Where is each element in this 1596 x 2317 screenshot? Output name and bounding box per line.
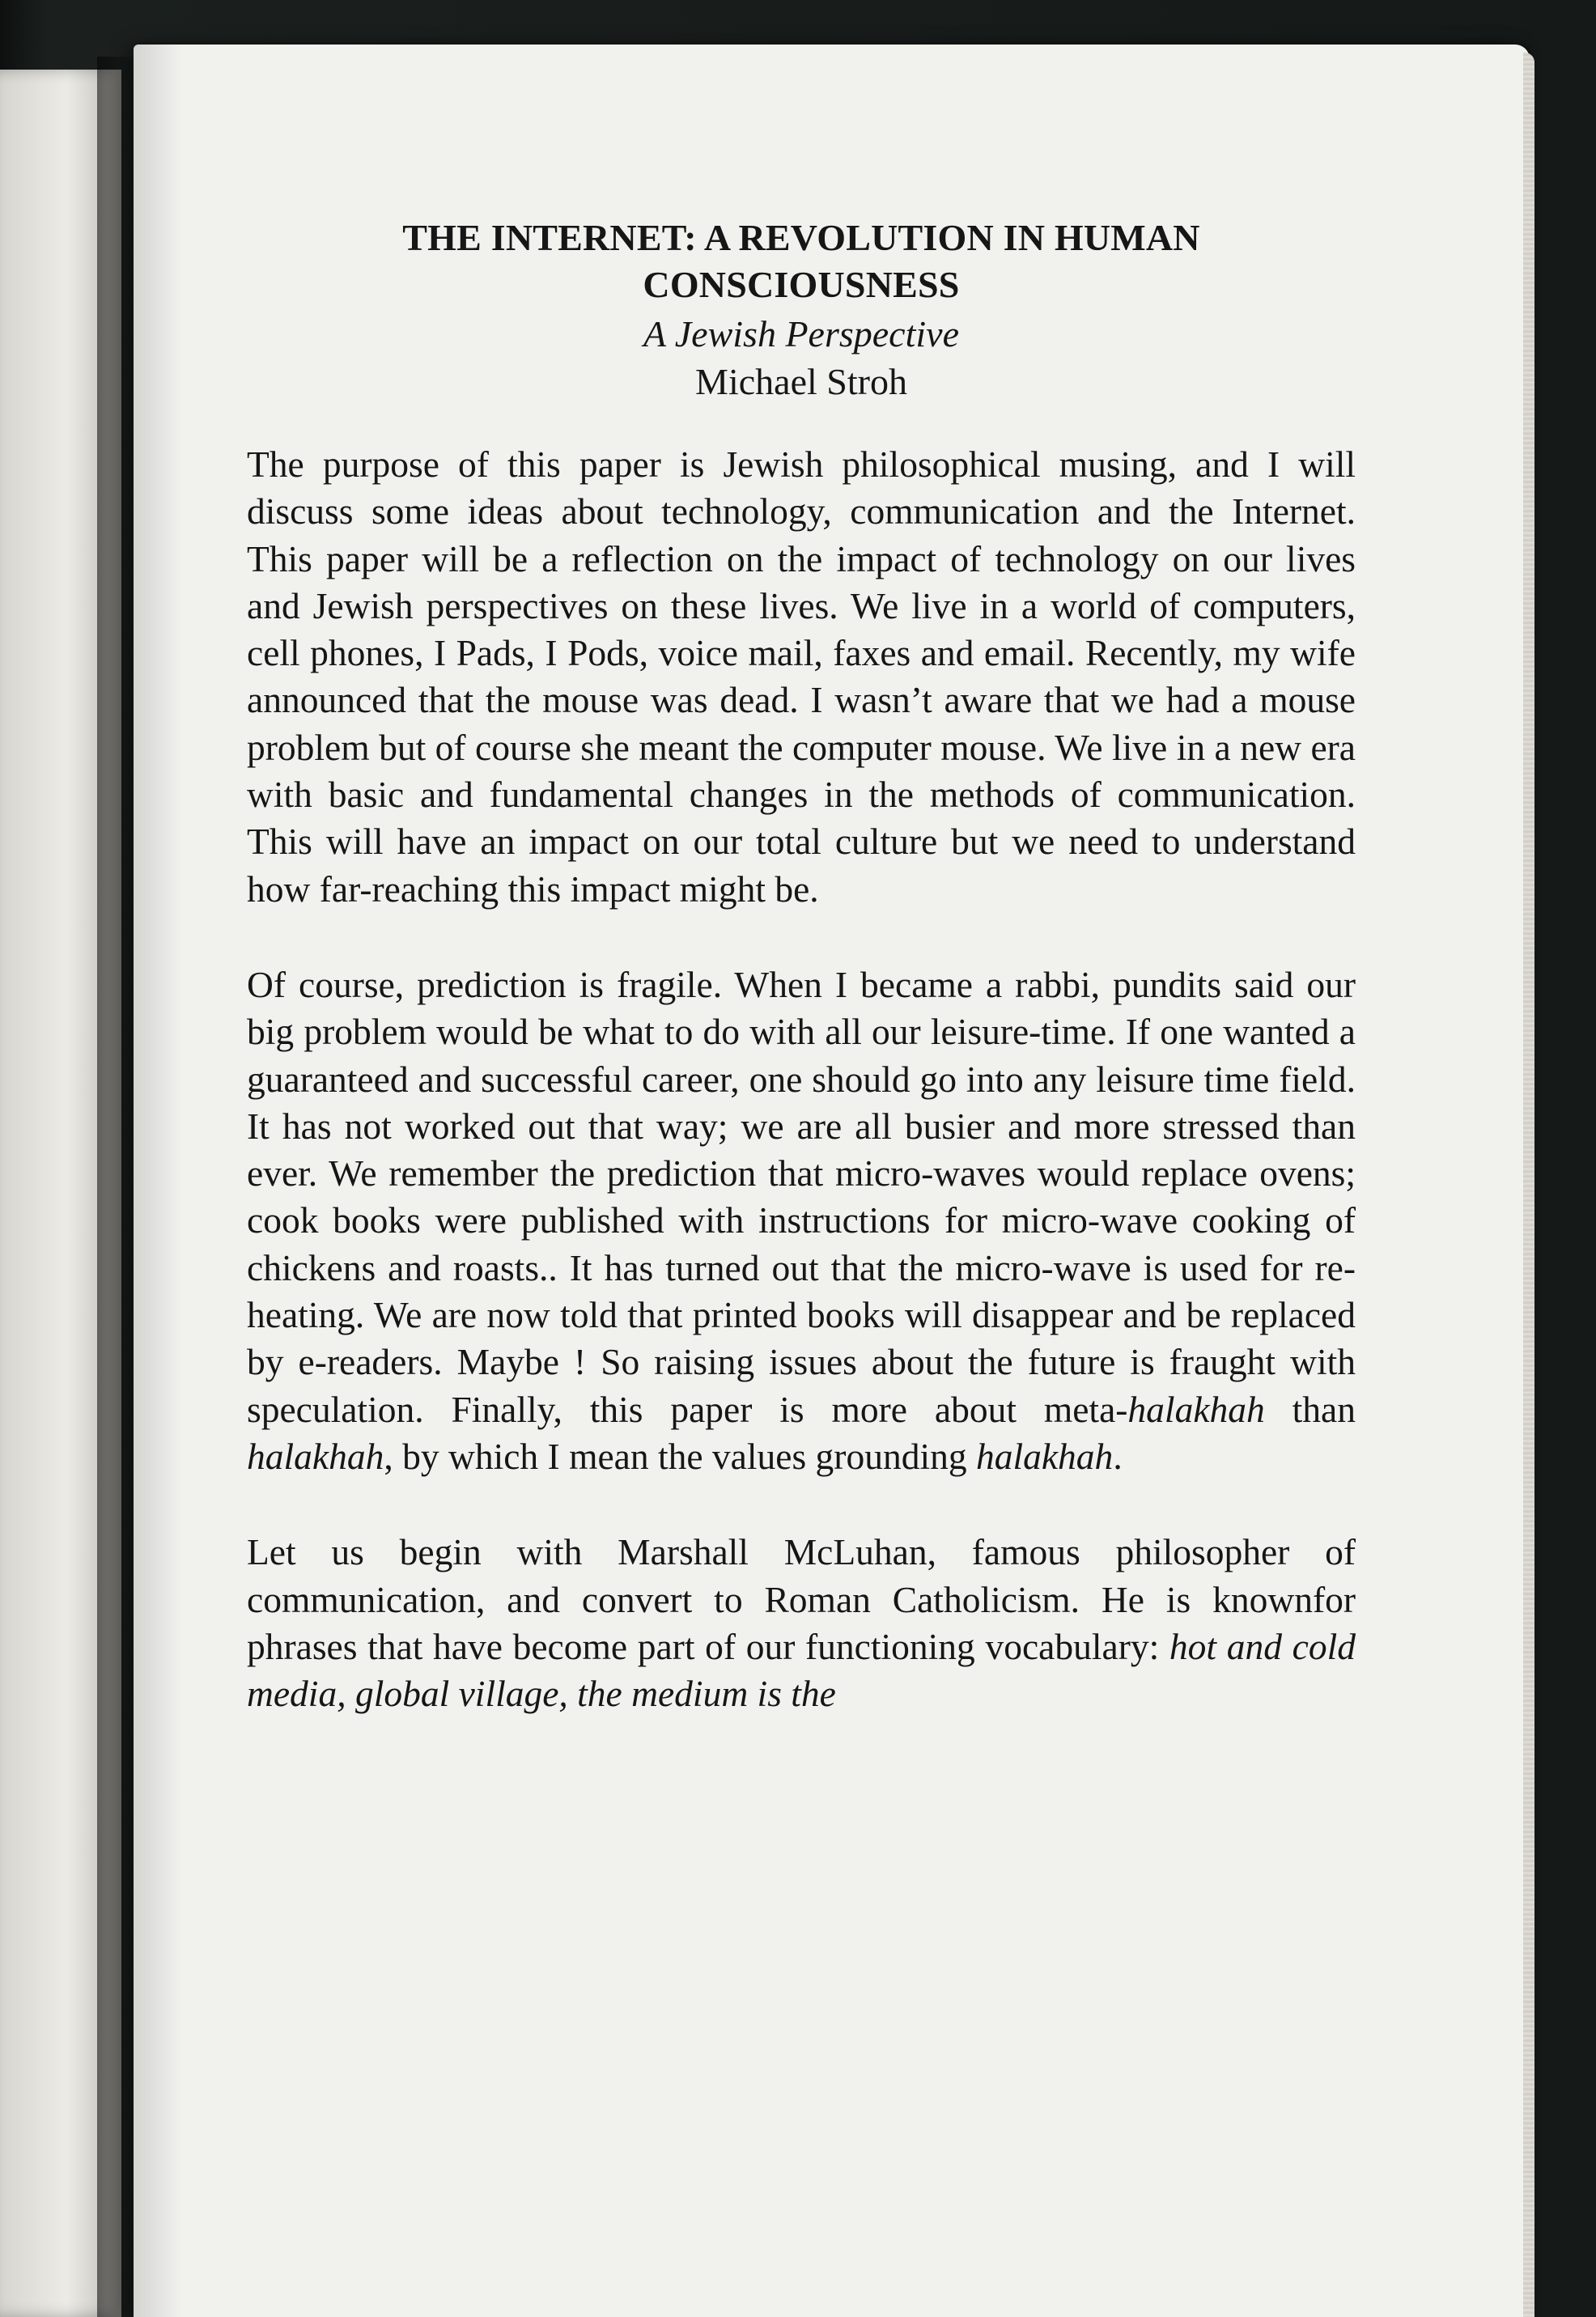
article-title [247,214,1356,308]
title-line-1: THE INTERNET: A REVOLUTION IN HUMAN [402,217,1200,258]
paragraph-2-italic-2: halakhah [247,1435,384,1477]
paragraph-3-italic: hot and cold media, global village, the medium is the [247,1625,1356,1715]
book-page [134,45,1530,2317]
paragraph-1: The purpose of this paper is Jewish philosophical musing, and I will discuss some ideas about technology, communication and the Internet. This paper will be a reflection on the impact of technology on our lives and Jewish perspectives on these lives. We live in a world of computers, cell phones, I Pads, I Pods, voice mail, faxes and email. Recently, my wife announced that the mouse was dead. I wasn’t aware that we had a mouse problem but of course she meant the computer mouse. We live in a new era with basic and fundamental changes in the methods of communication. This will have an impact on our total culture but we need to understand how far-reaching this impact might be. [247,443,1356,910]
paragraph-2-text-3: , by which I mean the values grounding [384,1435,976,1477]
spine-shadow [134,45,182,2317]
article-author: Michael Stroh [695,361,907,402]
paragraph-2-text-2: than [1264,1388,1356,1430]
page-text-block [247,214,1356,1717]
title-line-2: CONSCIOUSNESS [643,264,960,305]
paragraph-3-text: Let us begin with Marshall McLuhan, famous philosopher of communication, and convert to Roman Catholicism. He is knownfor phrases that have become part of our functioning vocabulary: [247,1531,1356,1667]
paragraph-2-text: Of course, prediction is fragile. When I became a rabbi, pundits said our big problem would be what to do with all our leisure-time. If one wanted a guaranteed and successful career, one should go into any leisure time field. It has not worked out that way; we are all busier and more stressed than ever. We remember the prediction that micro-waves would replace ovens; cook books were published with instructions for micro-wave cooking of chickens and roasts.. It has turned out that the micro-wave is used for re-heating. We are now told that printed books will disappear and be replaced by e-readers. Maybe ! So raising issues about the future is fraught with speculation. Finally, this paper is more about meta- [247,963,1356,1430]
article-subtitle: A Jewish Perspective [643,313,959,354]
page-stack-edge [1523,53,1534,2317]
paragraph-3 [247,1529,1356,1717]
paragraph-2-italic-1: halakhah [1127,1388,1265,1430]
paragraph-2-text-4: . [1113,1435,1123,1477]
paragraph-2-italic-3: halakhah [975,1435,1114,1477]
paragraph-2 [247,961,1356,1480]
